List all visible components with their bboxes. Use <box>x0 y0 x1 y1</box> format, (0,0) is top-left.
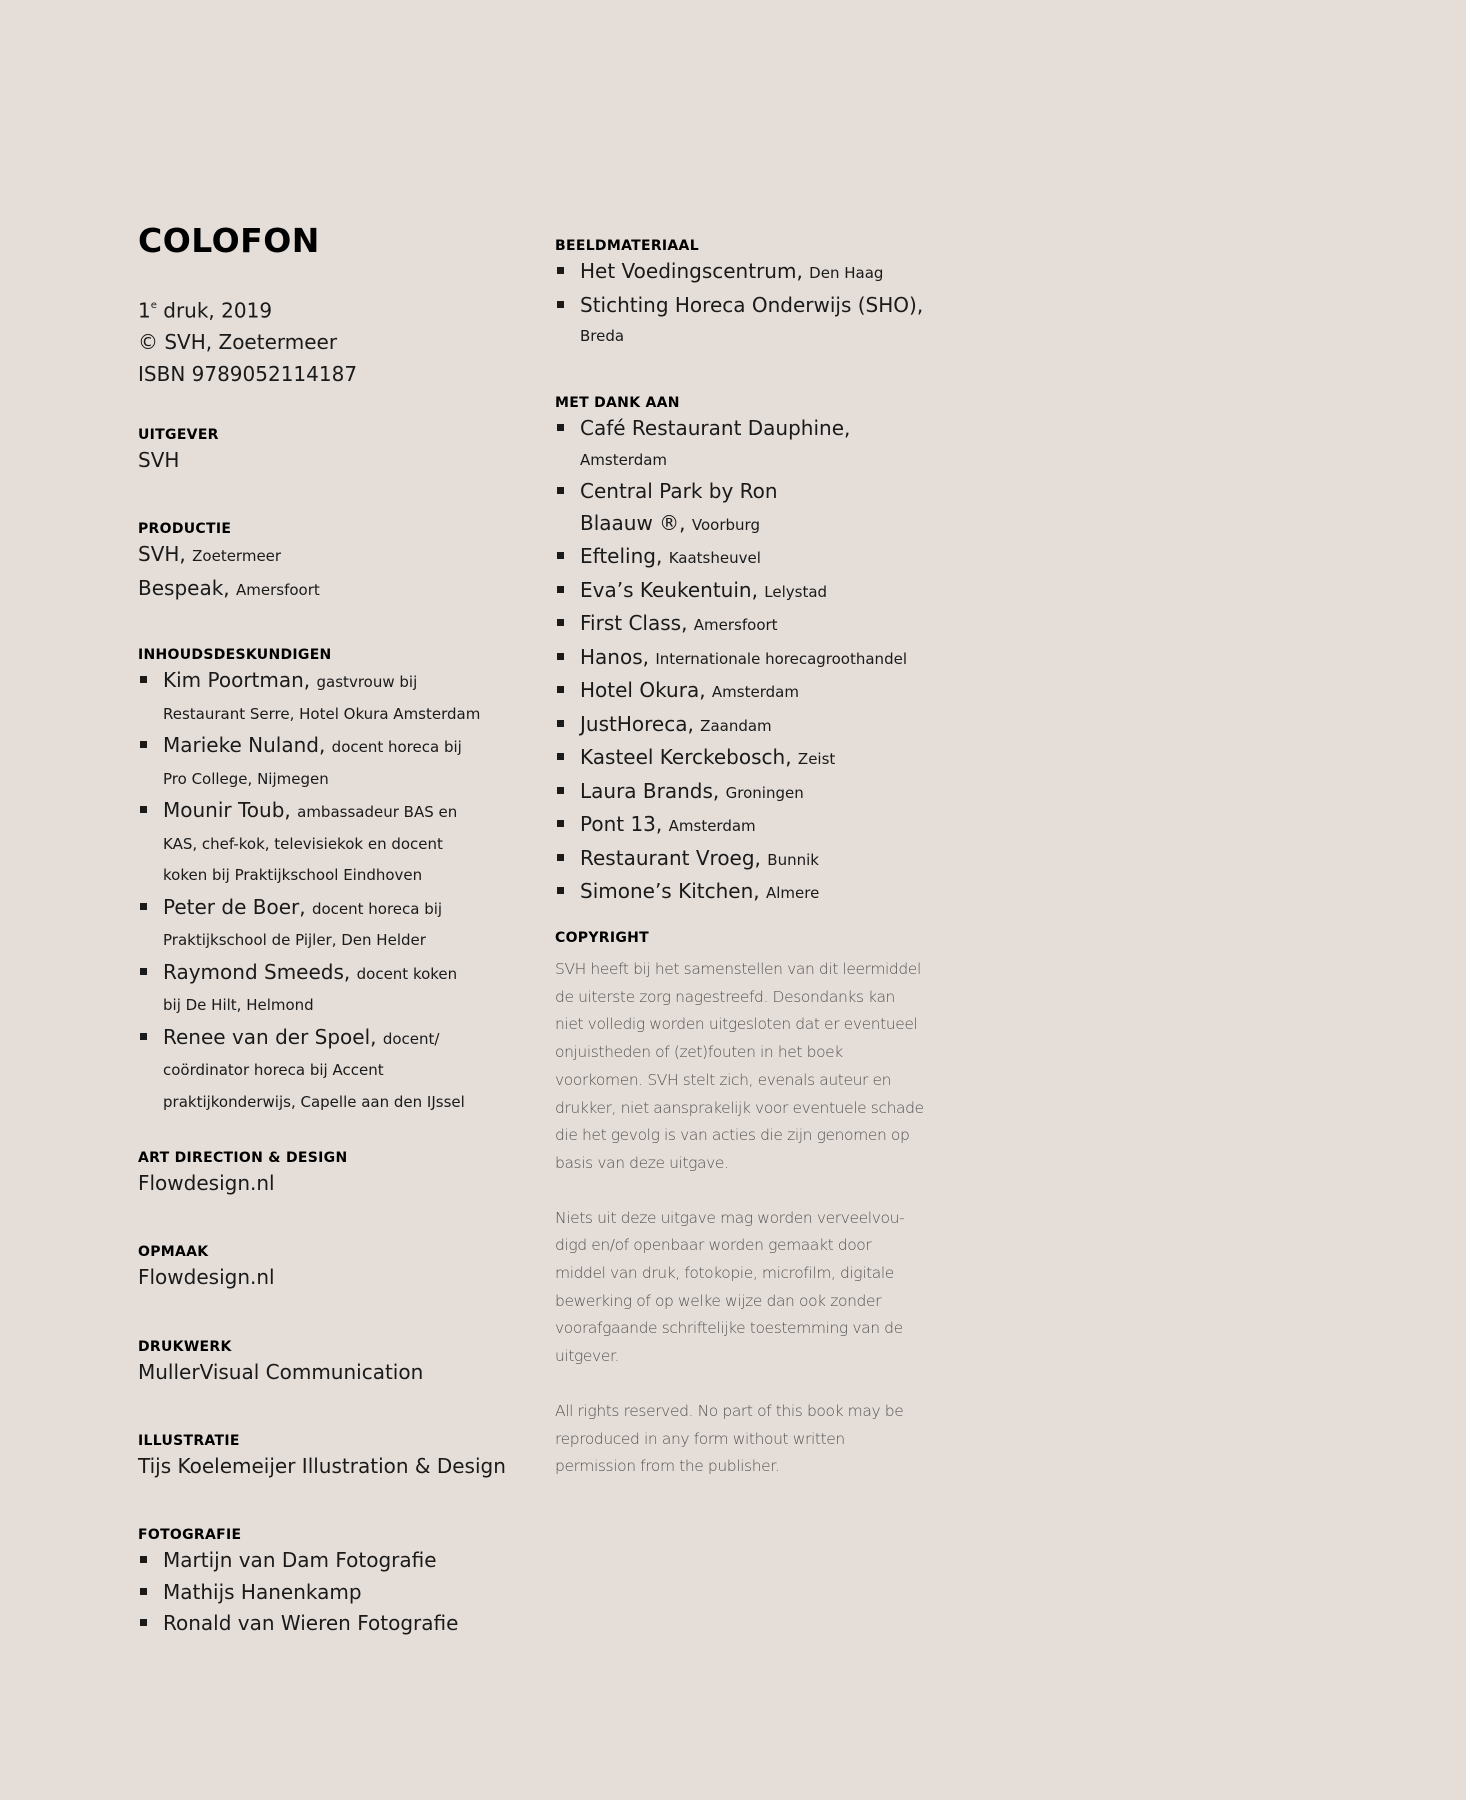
productie-section <box>138 519 320 606</box>
fotografie-item <box>138 1608 458 1640</box>
copyright-section <box>555 928 924 1508</box>
met-dank-aan-item <box>555 541 907 575</box>
copyright-line: voorkomen. SVH stelt zich, evenals auteur en <box>555 1070 892 1089</box>
expert-detail-line: coördinator horeca bij Accent <box>163 1061 384 1079</box>
expert-item <box>138 795 480 892</box>
met-dank-aan-item <box>555 809 907 843</box>
item-detail: Kaatsheuvel <box>668 549 761 567</box>
item-detail: Zaandam <box>700 716 772 735</box>
item-name: Hotel Okura, <box>580 678 706 702</box>
item-name: Laura Brands, <box>580 778 720 803</box>
item-detail: Amersfoort <box>693 616 778 634</box>
expert-detail-line: bij De Hilt, Helmond <box>163 996 314 1014</box>
section-label: BEELDMATERIAAL <box>555 238 699 254</box>
copyright-line: drukker, niet aansprakelijk voor eventuele schade <box>555 1098 924 1117</box>
expert-first-line <box>163 957 480 991</box>
item-line <box>580 876 907 910</box>
section-label: ART DIRECTION & DESIGN <box>138 1150 348 1166</box>
expert-name: Marieke Nuland, <box>163 733 326 757</box>
met-dank-aan-list <box>555 413 907 910</box>
copyright-line: uitgever. <box>555 1347 620 1366</box>
opmaak-section <box>138 1242 275 1294</box>
productie-item <box>138 539 320 573</box>
drukwerk-value: MullerVisual Communication <box>138 1360 424 1384</box>
expert-detail-line: Praktijkschool de Pijler, Den Helder <box>163 931 426 949</box>
item-line <box>580 541 907 575</box>
fotografie-list <box>138 1545 458 1640</box>
copyright-line: reproduced in any form without written <box>555 1429 845 1448</box>
edition-rest: druk, 2019 <box>156 298 273 323</box>
expert-first-line <box>163 795 480 829</box>
section-label: ILLUSTRATIE <box>138 1433 240 1449</box>
item-name: Ronald van Wieren Fotografie <box>163 1611 459 1635</box>
item-line <box>580 256 923 290</box>
section-label: INHOUDSDESKUNDIGEN <box>138 647 332 663</box>
item-detail: Den Haag <box>809 264 884 282</box>
beeldmateriaal-item <box>555 256 923 290</box>
item-name: Efteling, <box>580 544 663 568</box>
copyright-line: Niets uit deze uitgave mag worden verveelvou- <box>555 1208 905 1227</box>
item-detail: Amsterdam <box>580 450 668 469</box>
met-dank-aan-item <box>555 675 907 709</box>
edition-line <box>138 292 357 327</box>
met-dank-aan-item <box>555 709 907 743</box>
met-dank-aan-item <box>555 742 907 776</box>
item-detail: Zeist <box>797 750 836 768</box>
section-label: OPMAAK <box>138 1244 209 1260</box>
art-direction-section <box>138 1148 347 1200</box>
isbn-line: ISBN 9789052114187 <box>138 361 358 386</box>
item-name-cont: Blaauw ®, <box>580 510 686 535</box>
expert-detail: gastvrouw bij <box>316 673 418 691</box>
item-name: JustHoreca, <box>580 711 694 736</box>
section-label: MET DANK AAN <box>555 395 680 411</box>
section-label: UITGEVER <box>138 427 219 443</box>
expert-detail-line: Pro College, Nijmegen <box>163 769 329 788</box>
section-label: PRODUCTIE <box>138 521 232 537</box>
productie-list <box>138 539 320 606</box>
expert-item <box>138 730 480 795</box>
met-dank-aan-item <box>555 642 907 676</box>
item-name: Eva’s Keukentuin, <box>580 577 758 602</box>
copyright-line: die het gevolg is van acties die zijn genomen op <box>555 1126 910 1145</box>
edition-block <box>138 292 357 390</box>
item-name: Bespeak, <box>138 575 230 600</box>
item-name: Het Voedingscentrum, <box>580 259 803 283</box>
met-dank-aan-item <box>555 843 907 877</box>
expert-detail-line: KAS, chef-kok, televisiekok en docent <box>163 834 443 853</box>
copyright-line: middel van druk, fotokopie, microfilm, digitale <box>555 1264 894 1283</box>
copyright-line: © SVH, Zoetermeer <box>138 330 338 355</box>
page-title: COLOFON <box>138 221 320 260</box>
item-detail: Amsterdam <box>668 817 756 835</box>
item-name: First Class, <box>580 611 688 635</box>
copyright-paragraph-2 <box>555 1205 924 1371</box>
item-line <box>580 575 907 609</box>
item-detail: Amsterdam <box>711 683 799 701</box>
item-line <box>580 809 907 843</box>
item-line <box>580 709 907 743</box>
edition-number: 1 <box>138 298 151 323</box>
illustratie-section <box>138 1431 506 1483</box>
met-dank-aan-item <box>555 608 907 642</box>
expert-name: Peter de Boer, <box>163 894 306 919</box>
beeldmateriaal-list <box>555 256 923 353</box>
illustratie-value: Tijs Koelemeijer Illustration & Design <box>138 1454 506 1478</box>
copyright-line: permission from the publisher. <box>555 1457 780 1476</box>
beeldmateriaal-item <box>555 290 923 353</box>
expert-detail: ambassadeur BAS en <box>297 803 458 821</box>
drukwerk-section <box>138 1337 423 1389</box>
section-label: FOTOGRAFIE <box>138 1527 242 1543</box>
item-name: Stichting Horeca Onderwijs (SHO), <box>580 292 924 317</box>
item-detail: Breda <box>580 327 625 345</box>
met-dank-aan-item <box>555 876 907 910</box>
copyright-line: SVH heeft bij het samenstellen van dit leermiddel <box>555 960 921 978</box>
item-line <box>580 508 907 542</box>
expert-detail: docent horeca bij <box>311 899 443 918</box>
copyright-line: de uiterste zorg nagestreefd. Desondanks kan <box>555 987 895 1006</box>
fotografie-item <box>138 1577 458 1609</box>
fotografie-item <box>138 1545 458 1577</box>
expert-name: Renee van der Spoel, <box>163 1024 377 1049</box>
expert-item <box>138 957 480 1022</box>
beeldmateriaal-section <box>555 236 923 353</box>
item-line <box>580 675 907 709</box>
expert-name: Kim Poortman, <box>163 668 311 692</box>
met-dank-aan-item <box>555 776 907 810</box>
copyright-line: onjuistheden of (zet)fouten in het boek <box>555 1043 843 1062</box>
uitgever-value: SVH <box>138 448 180 472</box>
met-dank-aan-item <box>555 575 907 609</box>
expert-name: Raymond Smeeds, <box>163 959 351 984</box>
expert-detail-line: Restaurant Serre, Hotel Okura Amsterdam <box>163 704 481 723</box>
item-line <box>580 776 907 810</box>
copyright-line: voorafgaande schriftelijke toestemming van de <box>555 1319 903 1338</box>
inhoudsdeskundigen-section <box>138 645 480 1118</box>
expert-first-line <box>163 730 480 764</box>
item-name: Restaurant Vroeg, <box>580 845 761 870</box>
productie-item <box>138 573 320 607</box>
expert-detail-line: koken bij Praktijkschool Eindhoven <box>163 866 423 884</box>
expert-first-line <box>163 1022 480 1056</box>
item-name: Café Restaurant Dauphine, <box>580 416 851 440</box>
item-detail: Bunnik <box>767 850 819 869</box>
item-name: Central Park by Ron <box>580 479 778 503</box>
item-line <box>580 642 907 676</box>
copyright-line: niet volledig worden uitgesloten dat er eventueel <box>555 1015 918 1034</box>
expert-first-line <box>163 665 480 699</box>
item-line <box>580 742 907 776</box>
met-dank-aan-section <box>555 393 907 910</box>
copyright-paragraph-3 <box>555 1398 924 1481</box>
item-detail: Amersfoort <box>236 580 320 599</box>
expert-name: Mounir Toub, <box>163 798 291 822</box>
section-label: DRUKWERK <box>138 1339 232 1355</box>
item-detail: Internationale horecagroothandel <box>655 649 907 668</box>
item-detail: Voorburg <box>691 515 760 534</box>
item-name: Simone’s Kitchen, <box>580 879 760 903</box>
item-name: Hanos, <box>580 644 649 669</box>
item-line <box>580 608 907 642</box>
copyright-line: bewerking of op welke wijze dan ook zonder <box>555 1291 882 1310</box>
expert-item <box>138 892 480 957</box>
section-label: COPYRIGHT <box>555 930 650 946</box>
item-name: Pont 13, <box>580 812 663 836</box>
item-detail: Almere <box>765 884 820 902</box>
item-detail: Zoetermeer <box>192 547 282 565</box>
expert-detail: docent horeca bij <box>331 738 462 756</box>
opmaak-value: Flowdesign.nl <box>138 1265 275 1289</box>
expert-detail: docent koken <box>356 964 458 983</box>
item-line <box>580 843 907 877</box>
experts-list <box>138 665 480 1118</box>
item-detail: Groningen <box>725 783 804 802</box>
uitgever-section <box>138 425 219 477</box>
expert-detail-line: praktijkonderwijs, Capelle aan den IJssel <box>163 1092 465 1111</box>
item-detail: Lelystad <box>764 582 828 601</box>
expert-first-line <box>163 892 480 926</box>
copyright-line: All rights reserved. No part of this book may be <box>555 1401 904 1420</box>
copyright-line: digd en/of openbaar worden gemaakt door <box>555 1236 872 1255</box>
copyright-line: basis van deze uitgave. <box>555 1153 729 1172</box>
item-name: SVH, <box>138 542 186 566</box>
expert-item <box>138 1022 480 1119</box>
fotografie-section <box>138 1525 458 1640</box>
item-name: Kasteel Kerckebosch, <box>580 745 792 769</box>
expert-detail: docent/ <box>382 1029 440 1048</box>
item-name: Mathijs Hanenkamp <box>163 1579 362 1604</box>
met-dank-aan-item <box>555 413 907 476</box>
item-name: Martijn van Dam Fotografie <box>163 1548 437 1572</box>
expert-item <box>138 665 480 730</box>
met-dank-aan-item <box>555 476 907 541</box>
copyright-paragraph-1 <box>555 956 924 1178</box>
art-direction-value: Flowdesign.nl <box>138 1171 275 1195</box>
edition-superscript: e <box>150 300 157 311</box>
